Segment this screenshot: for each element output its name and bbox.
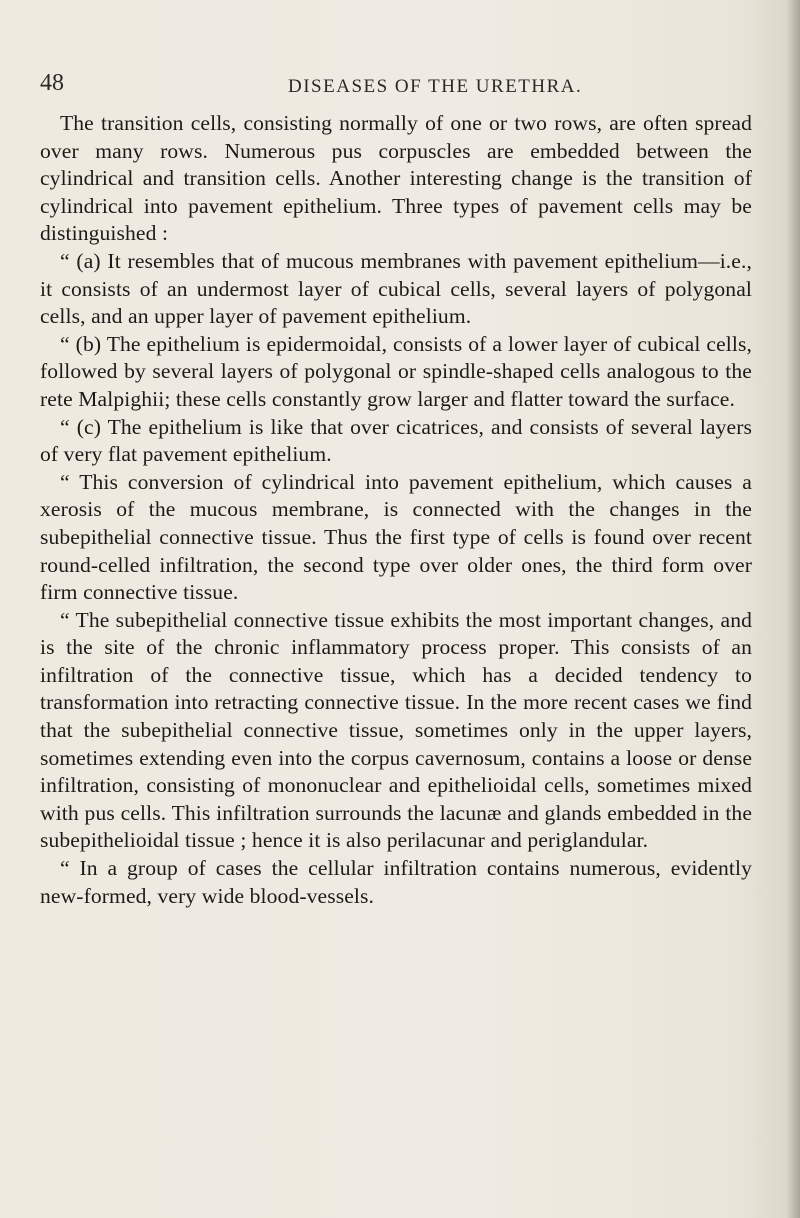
paragraph-conversion: “ This conversion of cylindrical into pavement epithelium, which causes a xerosis of the mucous membrane, is connected with the changes in the subepithelial connective tissue. Thus the first type of cells is found over recent round-celled infiltration, the second type over older ones, the third form over firm connective tissue. bbox=[40, 469, 752, 605]
paragraph-type-a: “ (a) It resembles that of mucous membranes with pavement epithelium—i.e., it consists of an undermost layer of cubical cells, several layers of polygonal cells, and an upper layer of pavement epithelium. bbox=[40, 248, 752, 329]
page-header bbox=[40, 70, 740, 104]
paragraph-blood-vessels: “ In a group of cases the cellular infiltration contains numerous, evidently new-formed, very wide blood-vessels. bbox=[40, 856, 752, 908]
paragraph-type-c: “ (c) The epithelium is like that over cicatrices, and consists of several layers of very flat pavement epithelium. bbox=[40, 414, 752, 467]
paragraph-transition-cells: The transition cells, consisting normally of one or two rows, are often spread over many rows. Numerous pus corpuscles are embedded between the cylindrical and transition cells. Another interesting change is the transition of cylindrical into pavement epithelium. Three types of pavement cells may be distinguished : bbox=[40, 111, 752, 246]
paragraph-subepithelial: “ The subepithelial connective tissue exhibits the most important changes, and is the site of the chronic inflammatory process proper. This consists of an infiltration of the connective tissue, which has a decided tendency to transformation into retracting connective tissue. In the more recent cases we find that the subepithelial connective tissue, sometimes only in the upper layers, sometimes extending even into the corpus cavernosum, contains a loose or dense infiltration, consisting of mononuclear and epithelioidal cells, sometimes mixed with pus cells. This infiltration surrounds the lacunæ and glands embedded in the subepithelioidal tissue ; hence it is also perilacunar and periglandular. bbox=[40, 607, 752, 853]
paragraph-type-b: “ (b) The epithelium is epidermoidal, consists of a lower layer of cubical cells, followed by several layers of polygonal or spindle-shaped cells analogous to the rete Malpighii; these cells constantly grow larger and flatter toward the surface. bbox=[40, 331, 752, 411]
running-head: DISEASES OF THE URETHRA. bbox=[288, 76, 583, 97]
body-text bbox=[40, 110, 752, 910]
page-edge-shadow bbox=[786, 0, 800, 1218]
page-number: 48 bbox=[40, 70, 64, 96]
